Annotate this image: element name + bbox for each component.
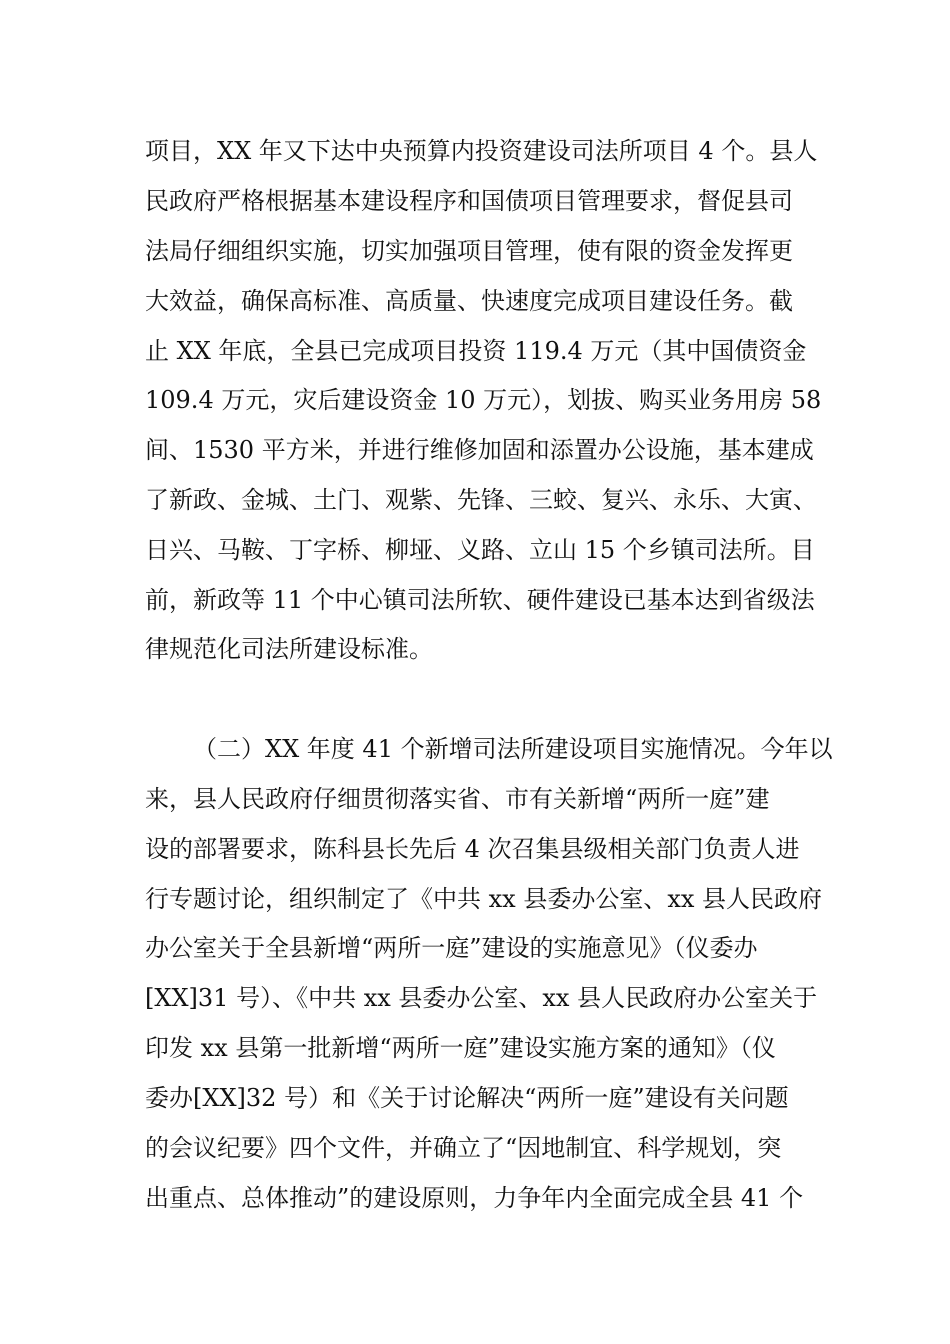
- paragraph-1-line-8: 了新政、金城、土门、观紫、先锋、三蛟、复兴、永乐、大寅、: [145, 486, 817, 514]
- paragraph-1-line-5: 止 XX 年底，全县已完成项目投资 119.4 万元（其中国债资金: [145, 337, 807, 365]
- paragraph-1-line-6: 109.4 万元，灾后建设资金 10 万元），划拔、购买业务用房 58: [145, 386, 822, 414]
- paragraph-1-line-1: 项目，XX 年又下达中央预算内投资建设司法所项目 4 个。县人: [145, 137, 818, 165]
- paragraph-2-line-8: 委办[XX]32 号）和《关于讨论解决“两所一庭”建设有关问题: [145, 1084, 789, 1112]
- paragraph-1-line-11: 律规范化司法所建设标准。: [145, 635, 433, 663]
- paragraph-1-line-10: 前，新政等 11 个中心镇司法所软、硬件建设已基本达到省级法: [145, 586, 815, 614]
- paragraph-2-line-3: 设的部署要求，陈科县长先后 4 次召集县级相关部门负责人进: [145, 835, 800, 863]
- paragraph-1-line-4: 大效益，确保高标准、高质量、快速度完成项目建设任务。截: [145, 287, 793, 315]
- paragraph-1-line-2: 民政府严格根据基本建设程序和国债项目管理要求，督促县司: [145, 187, 793, 215]
- paragraph-1-line-3: 法局仔细组织实施，切实加强项目管理，使有限的资金发挥更: [145, 237, 793, 265]
- paragraph-1-line-7: 间、1530 平方米，并进行维修加固和添置办公设施，基本建成: [145, 436, 814, 464]
- paragraph-2-line-2: 来，县人民政府仔细贯彻落实省、市有关新增“两所一庭”建: [145, 785, 770, 813]
- paragraph-2-line-10: 出重点、总体推动”的建设原则，力争年内全面完成全县 41 个: [145, 1184, 804, 1212]
- paragraph-2-line-9: 的会议纪要》四个文件，并确立了“因地制宜、科学规划，突: [145, 1134, 782, 1162]
- paragraph-2-line-6: [XX]31 号）、《中共 xx 县委办公室、xx 县人民政府办公室关于: [145, 984, 818, 1012]
- paragraph-1-line-9: 日兴、马鞍、丁字桥、柳垭、义路、立山 15 个乡镇司法所。目: [145, 536, 815, 564]
- paragraph-2-line-5: 办公室关于全县新增“两所一庭”建设的实施意见》（仪委办: [145, 934, 758, 962]
- paragraph-2-line-4: 行专题讨论，组织制定了《中共 xx 县委办公室、xx 县人民政府: [145, 885, 823, 913]
- paragraph-2-line-7: 印发 xx 县第一批新增“两所一庭”建设实施方案的通知》（仪: [145, 1034, 776, 1062]
- paragraph-2-line-1: （二）XX 年度 41 个新增司法所建设项目实施情况。今年以: [193, 735, 833, 763]
